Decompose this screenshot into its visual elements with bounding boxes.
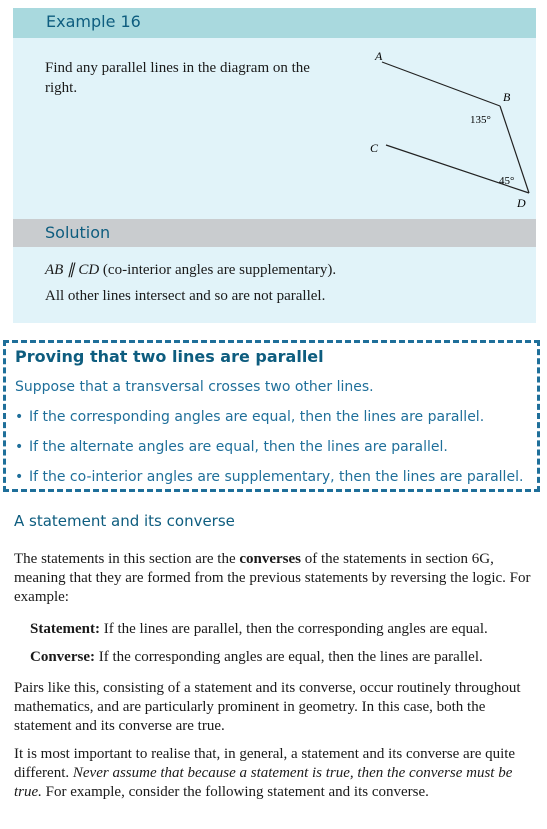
paragraph-intro — [14, 550, 534, 607]
example-header — [13, 8, 536, 38]
example-box — [13, 8, 536, 323]
statement-label: Statement: — [30, 621, 100, 637]
theorem-bullet — [15, 439, 448, 455]
solution-line-1 — [45, 260, 336, 279]
para1-bold-term: converses — [239, 551, 302, 567]
paragraph-warning — [14, 745, 534, 802]
statement-text: If the lines are parallel, then the corresponding angles are equal. — [99, 621, 488, 637]
bullet-text: If the co-interior angles are supplementary, then the lines are parallel. — [29, 469, 524, 485]
bullet-icon: • — [15, 439, 24, 455]
solution-parallel-statement: AB ∥ CD — [45, 262, 100, 278]
solution-header — [13, 219, 536, 247]
section-heading: A statement and its converse — [14, 512, 235, 530]
solution-title: Solution — [45, 223, 111, 242]
label-c: C — [370, 141, 379, 155]
para1-text-a: The statements in this section are the — [14, 551, 240, 567]
para1-text-b: of the statements in section 6G, meaning that they are formed from the previous statements by reversing the logic. For example: — [14, 551, 531, 605]
bullet-text: If the alternate angles are equal, then the lines are parallel. — [29, 439, 448, 455]
para3-italic: Never assume that because a statement is true, then the converse must be true. — [14, 765, 513, 800]
statement-example — [30, 621, 488, 638]
bullet-icon: • — [15, 469, 24, 485]
paragraph-pairs: Pairs like this, consisting of a statement and its converse, occur routinely throughout mathematics, and are particularly prominent in geometry. In this case, both the statement and its converse are true. — [14, 680, 521, 734]
solution-line-2: All other lines intersect and so are not parallel. — [45, 288, 326, 304]
bullet-icon: • — [15, 409, 24, 425]
example-title: Example 16 — [46, 12, 141, 31]
bullet-text: If the corresponding angles are equal, then the lines are parallel. — [29, 409, 485, 425]
label-a: A — [375, 49, 383, 63]
theorem-bullet — [15, 409, 484, 425]
label-d: D — [517, 196, 526, 210]
theorem-box — [3, 340, 540, 492]
theorem-title: Proving that two lines are parallel — [15, 347, 324, 366]
converse-label: Converse: — [30, 649, 95, 665]
line-ab — [382, 62, 500, 106]
theorem-bullet — [15, 469, 523, 485]
para3-text-a: It is most important to realise that, in general, a statement and its converse are quite different. — [14, 746, 516, 781]
solution-reason: (co-interior angles are supplementary). — [99, 262, 337, 278]
angle-d-label: 45° — [499, 175, 515, 187]
label-b: B — [503, 90, 511, 104]
angle-b-label: 135° — [470, 114, 491, 126]
geometry-diagram — [353, 48, 533, 218]
example-question: Find any parallel lines in the diagram on the right. — [45, 60, 310, 96]
theorem-intro: Suppose that a transversal crosses two other lines. — [15, 379, 374, 395]
converse-text: If the corresponding angles are equal, then the lines are parallel. — [94, 649, 483, 665]
converse-example — [30, 649, 483, 666]
para3-text-b: For example, consider the following statement and its converse. — [41, 784, 429, 800]
